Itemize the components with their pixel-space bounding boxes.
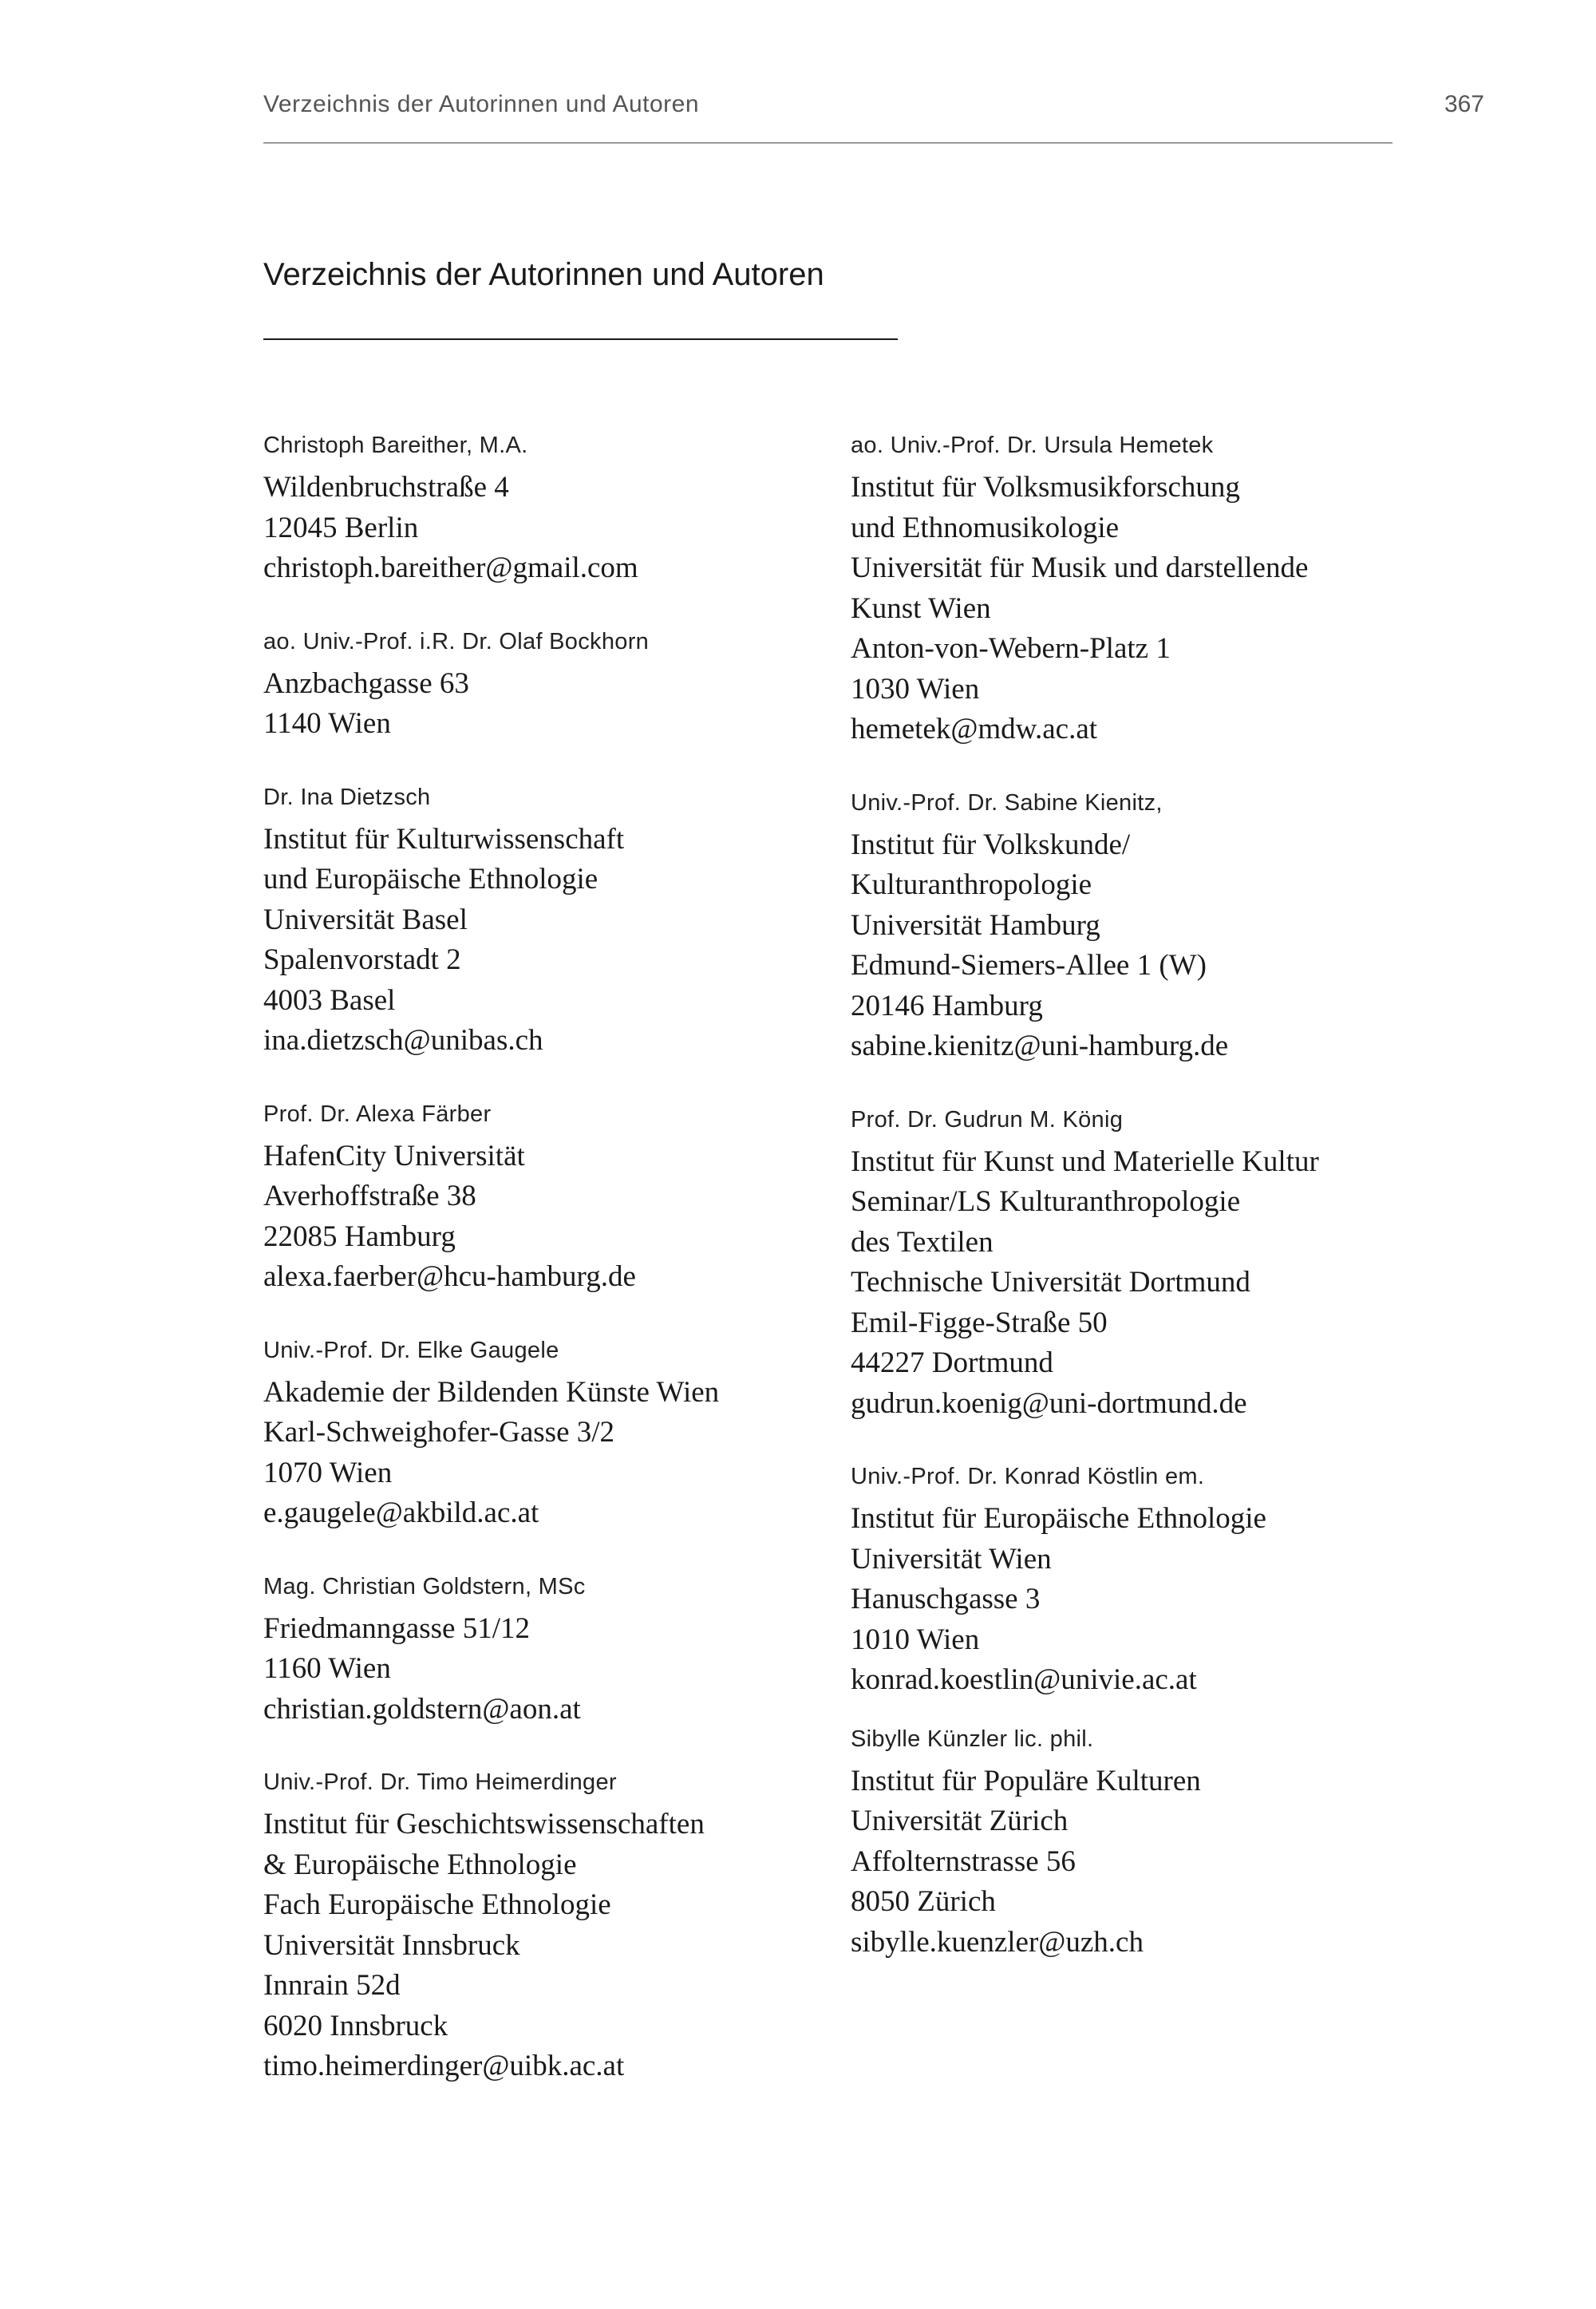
address-line: Spalenvorstadt 2 [263,943,461,976]
address-line: Anzbachgasse 63 [263,666,469,700]
address-line: Kulturanthropologie [851,868,1092,901]
email-address[interactable]: sabine.kienitz@uni-hamburg.de [851,1030,1229,1062]
address-line: 44227 Dortmund [851,1346,1053,1379]
address-line: Karl-Schweighofer-Gasse 3/2 [263,1416,615,1449]
address-line: Institut für Europäische Ethnologie [851,1502,1266,1535]
author-entry [851,431,1401,750]
address-line: 8050 Zürich [851,1885,996,1918]
left-column [263,431,854,2087]
address-line: Universität Wien [851,1542,1052,1576]
address-line: Hanuschgasse 3 [851,1583,1041,1615]
address-line: Anton-von-Webern-Platz 1 [851,632,1171,665]
address-line: Universität Basel [263,903,468,936]
address-line: 12045 Berlin [263,511,419,544]
address-line: Emil-Figge-Straße 50 [851,1306,1108,1339]
address-line: Technische Universität Dortmund [851,1266,1250,1299]
author-name: ao. Univ.-Prof. Dr. Ursula Hemetek [851,433,1214,458]
author-entry [263,1572,854,1730]
address-line: und Ethnomusikologie [851,511,1120,544]
address-line: 4003 Basel [263,983,396,1017]
address-line: 1140 Wien [263,707,391,740]
author-name: Prof. Dr. Alexa Färber [263,1101,492,1127]
address-line: Averhoffstraße 38 [263,1180,476,1212]
chapter-title: Verzeichnis der Autorinnen und Autoren [263,257,824,292]
author-name: Univ.-Prof. Dr. Sabine Kienitz, [851,789,1163,816]
address-line: 22085 Hamburg [263,1220,456,1253]
address-line: 1160 Wien [263,1652,391,1685]
address-line: Akademie der Bildenden Künste Wien [263,1375,720,1409]
author-entry [263,431,854,589]
author-entry [263,1336,854,1534]
address-line: des Textilen [851,1225,994,1259]
address-line: Fach Europäische Ethnologie [263,1888,611,1921]
address-line: 20146 Hamburg [851,989,1043,1022]
running-head-title: Verzeichnis der Autorinnen und Autoren [263,91,700,117]
author-name: Univ.-Prof. Dr. Timo Heimerdinger [263,1769,617,1795]
address-line: Seminar/LS Kulturanthropologie [851,1185,1241,1218]
author-name: Sibylle Künzler lic. phil. [851,1726,1094,1752]
email-address[interactable]: hemetek@mdw.ac.at [851,713,1098,745]
email-address[interactable]: christian.goldstern@aon.at [263,1692,581,1726]
author-name: Dr. Ina Dietzsch [263,784,431,810]
address-line: Universität für Musik und darstellende [851,552,1309,584]
email-address[interactable]: gudrun.koenig@uni-dortmund.de [851,1386,1247,1420]
email-address[interactable]: timo.heimerdinger@uibk.ac.at [263,2050,625,2082]
email-address[interactable]: christoph.bareither@gmail.com [263,552,638,584]
title-rule [263,338,898,340]
email-address[interactable]: konrad.koestlin@univie.ac.at [851,1663,1197,1696]
author-entry [263,783,854,1062]
address-line: Institut für Volksmusikforschung [851,471,1240,504]
email-address[interactable]: sibylle.kuenzler@uzh.ch [851,1925,1144,1959]
address-line: Institut für Kunst und Materielle Kultur [851,1145,1319,1178]
address-line: HafenCity Universität [263,1139,525,1172]
page-number: 367 [1444,91,1484,117]
address-line: Universität Innsbruck [263,1928,520,1962]
author-name: Christoph Bareither, M.A. [263,433,528,458]
address-line: 6020 Innsbruck [263,2009,448,2042]
right-column [851,431,1401,1963]
author-name: Mag. Christian Goldstern, MSc [263,1573,586,1599]
author-entry [851,789,1401,1067]
header-rule [263,142,1393,144]
author-name: ao. Univ.-Prof. i.R. Dr. Olaf Bockhorn [263,628,650,654]
address-line: Institut für Geschichtswissenschaften [263,1808,705,1840]
address-line: Institut für Kulturwissenschaft [263,822,625,856]
author-entry [263,1768,854,2087]
author-entry [851,1725,1401,1963]
author-name: Prof. Dr. Gudrun M. König [851,1106,1124,1133]
author-entry [851,1462,1401,1701]
address-line: Institut für Volkskunde/ [851,828,1131,861]
address-line: 1010 Wien [851,1623,980,1656]
address-line: 1070 Wien [263,1456,393,1489]
address-line: Universität Hamburg [851,908,1100,942]
address-line: Wildenbruchstraße 4 [263,471,509,504]
address-line: & Europäische Ethnologie [263,1848,577,1881]
author-name: Univ.-Prof. Dr. Elke Gaugele [263,1337,559,1363]
address-line: Innrain 52d [263,1969,401,2002]
address-line: 1030 Wien [851,672,980,706]
author-name: Univ.-Prof. Dr. Konrad Köstlin em. [851,1464,1205,1489]
author-entry [263,1100,854,1298]
address-line: Edmund-Siemers-Allee 1 (W) [851,949,1207,982]
author-entry [851,1105,1401,1425]
email-address[interactable]: e.gaugele@akbild.ac.at [263,1497,539,1529]
email-address[interactable]: ina.dietzsch@unibas.ch [263,1024,543,1057]
address-line: und Europäische Ethnologie [263,863,598,896]
address-line: Friedmanngasse 51/12 [263,1611,530,1645]
author-entry [263,627,854,745]
address-line: Kunst Wien [851,591,991,625]
address-line: Institut für Populäre Kulturen [851,1764,1201,1797]
address-line: Affolternstrasse 56 [851,1844,1076,1878]
email-address[interactable]: alexa.faerber@hcu-hamburg.de [263,1260,636,1293]
address-line: Universität Zürich [851,1805,1069,1837]
